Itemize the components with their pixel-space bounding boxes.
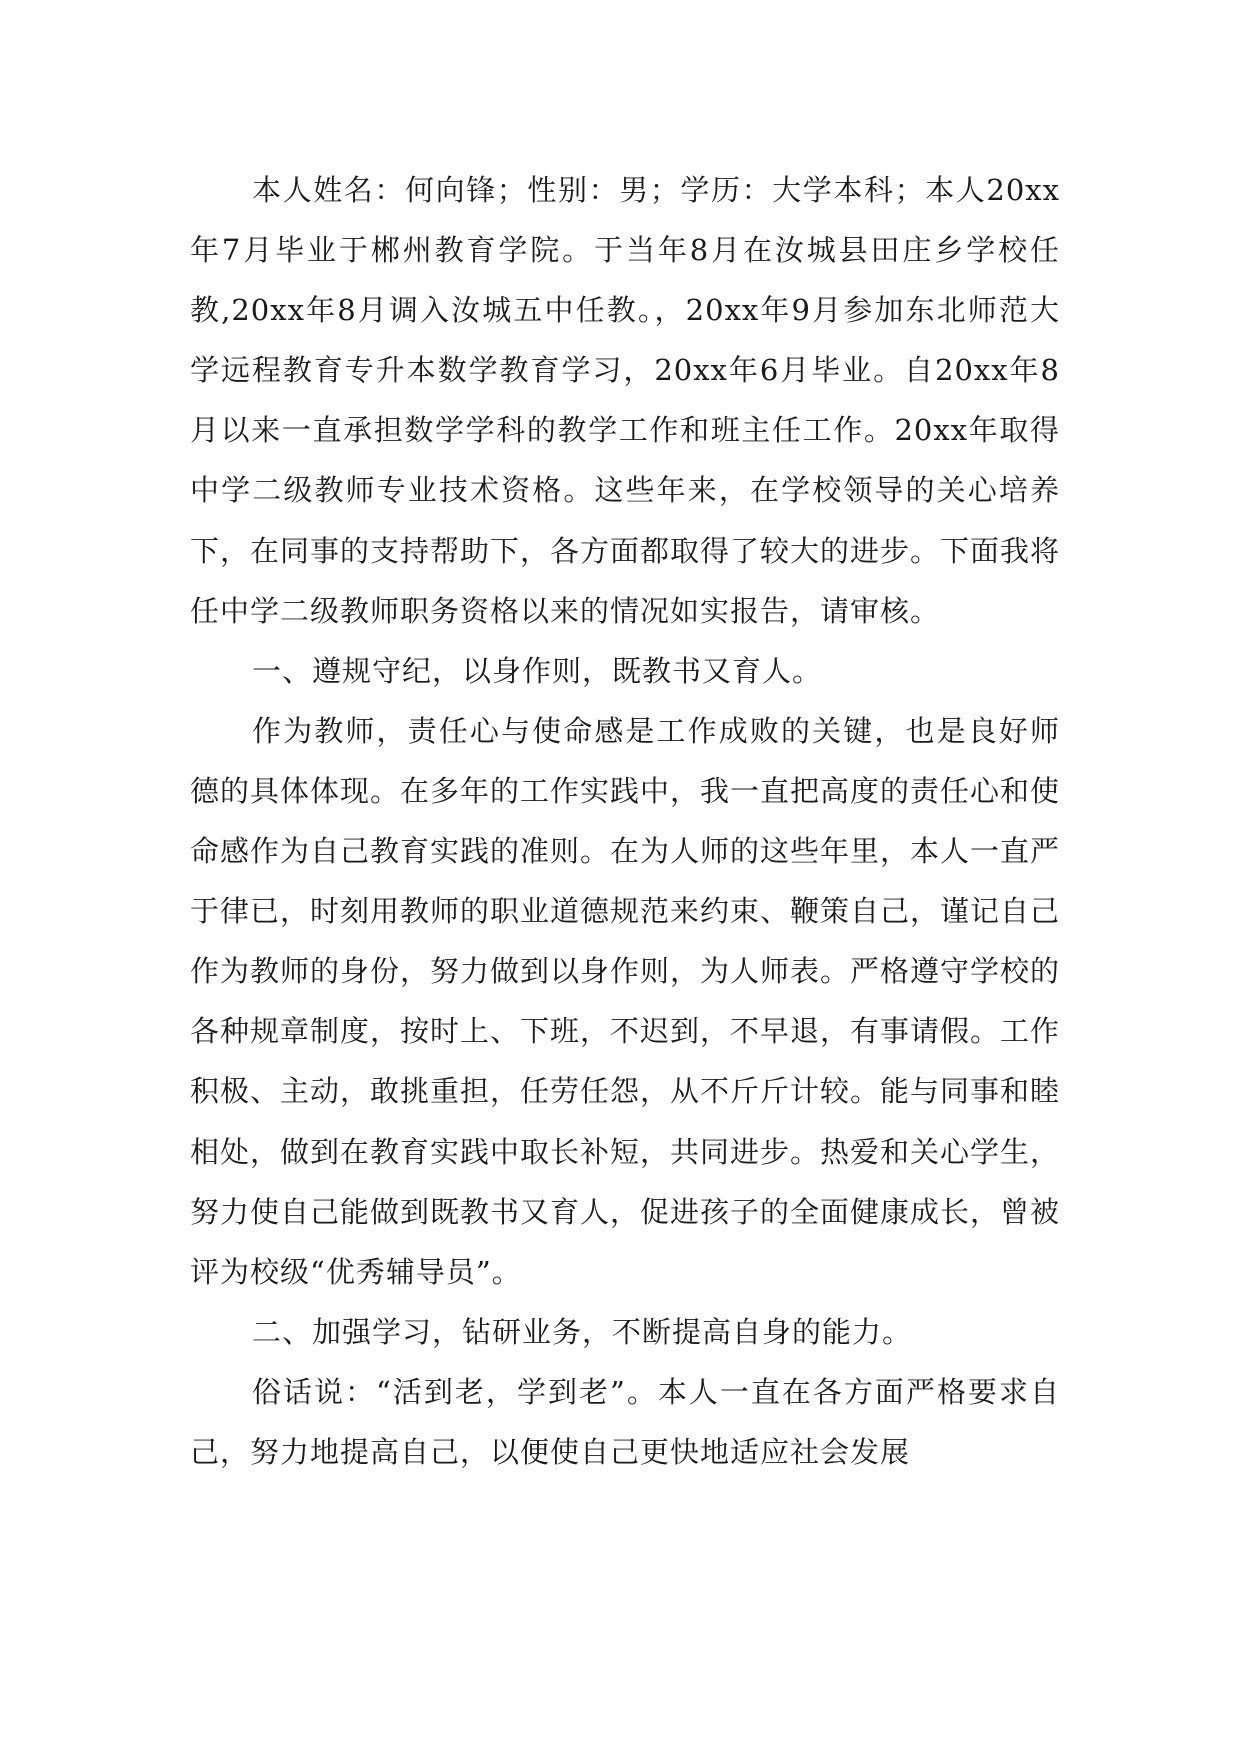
section-heading-1: 一、遵规守纪，以身作则，既教书又育人。 — [252, 653, 823, 688]
paragraph-learning: 俗话说：“活到老，学到老”。本人一直在各方面严格要求自己，努力地提高自己，以便使自己更快地适应社会发展 — [190, 1374, 1060, 1469]
document-body — [190, 160, 1060, 1482]
section-heading-2: 二、加强学习，钻研业务，不断提高自身的能力。 — [252, 1314, 913, 1349]
paragraph-ethics: 作为教师，责任心与使命感是工作成败的关键，也是良好师德的具体体现。在多年的工作实践中，我一直把高度的责任心和使命感作为自己教育实践的准则。在为人师的这些年里，本人一直严于律已，时刻用教师的职业道德规范来约束、鞭策自己，谨记自己作为教师的身份，努力做到以身作则，为人师表。严格遵守学校的各种规章制度，按时上、下班，不迟到，不早退，有事请假。工作积极、主动，敢挑重担，任劳任怨，从不斤斤计较。能与同事和睦相处，做到在教育实践中取长补短，共同进步。热爱和关心学生，努力使自己能做到既教书又育人，促进孩子的全面健康成长，曾被评为校级“优秀辅导员”。 — [190, 713, 1061, 1289]
paragraph-personal-info: 本人姓名：何向锋；性别：男；学历：大学本科；本人20xx年7月毕业于郴州教育学院。于当年8月在汝城县田庄乡学校任教,20xx年8月调入汝城五中任教。，20xx年9月参加东北师范大学远程教育专升本数学教育学习，20xx年6月毕业。自20xx年8月以来一直承担数学学科的教学工作和班主任工作。20xx年取得中学二级教师专业技术资格。这些年来，在学校领导的关心培养下，在同事的支持帮助下，各方面都取得了较大的进步。下面我将任中学二级教师职务资格以来的情况如实报告，请审核。 — [190, 173, 1061, 628]
